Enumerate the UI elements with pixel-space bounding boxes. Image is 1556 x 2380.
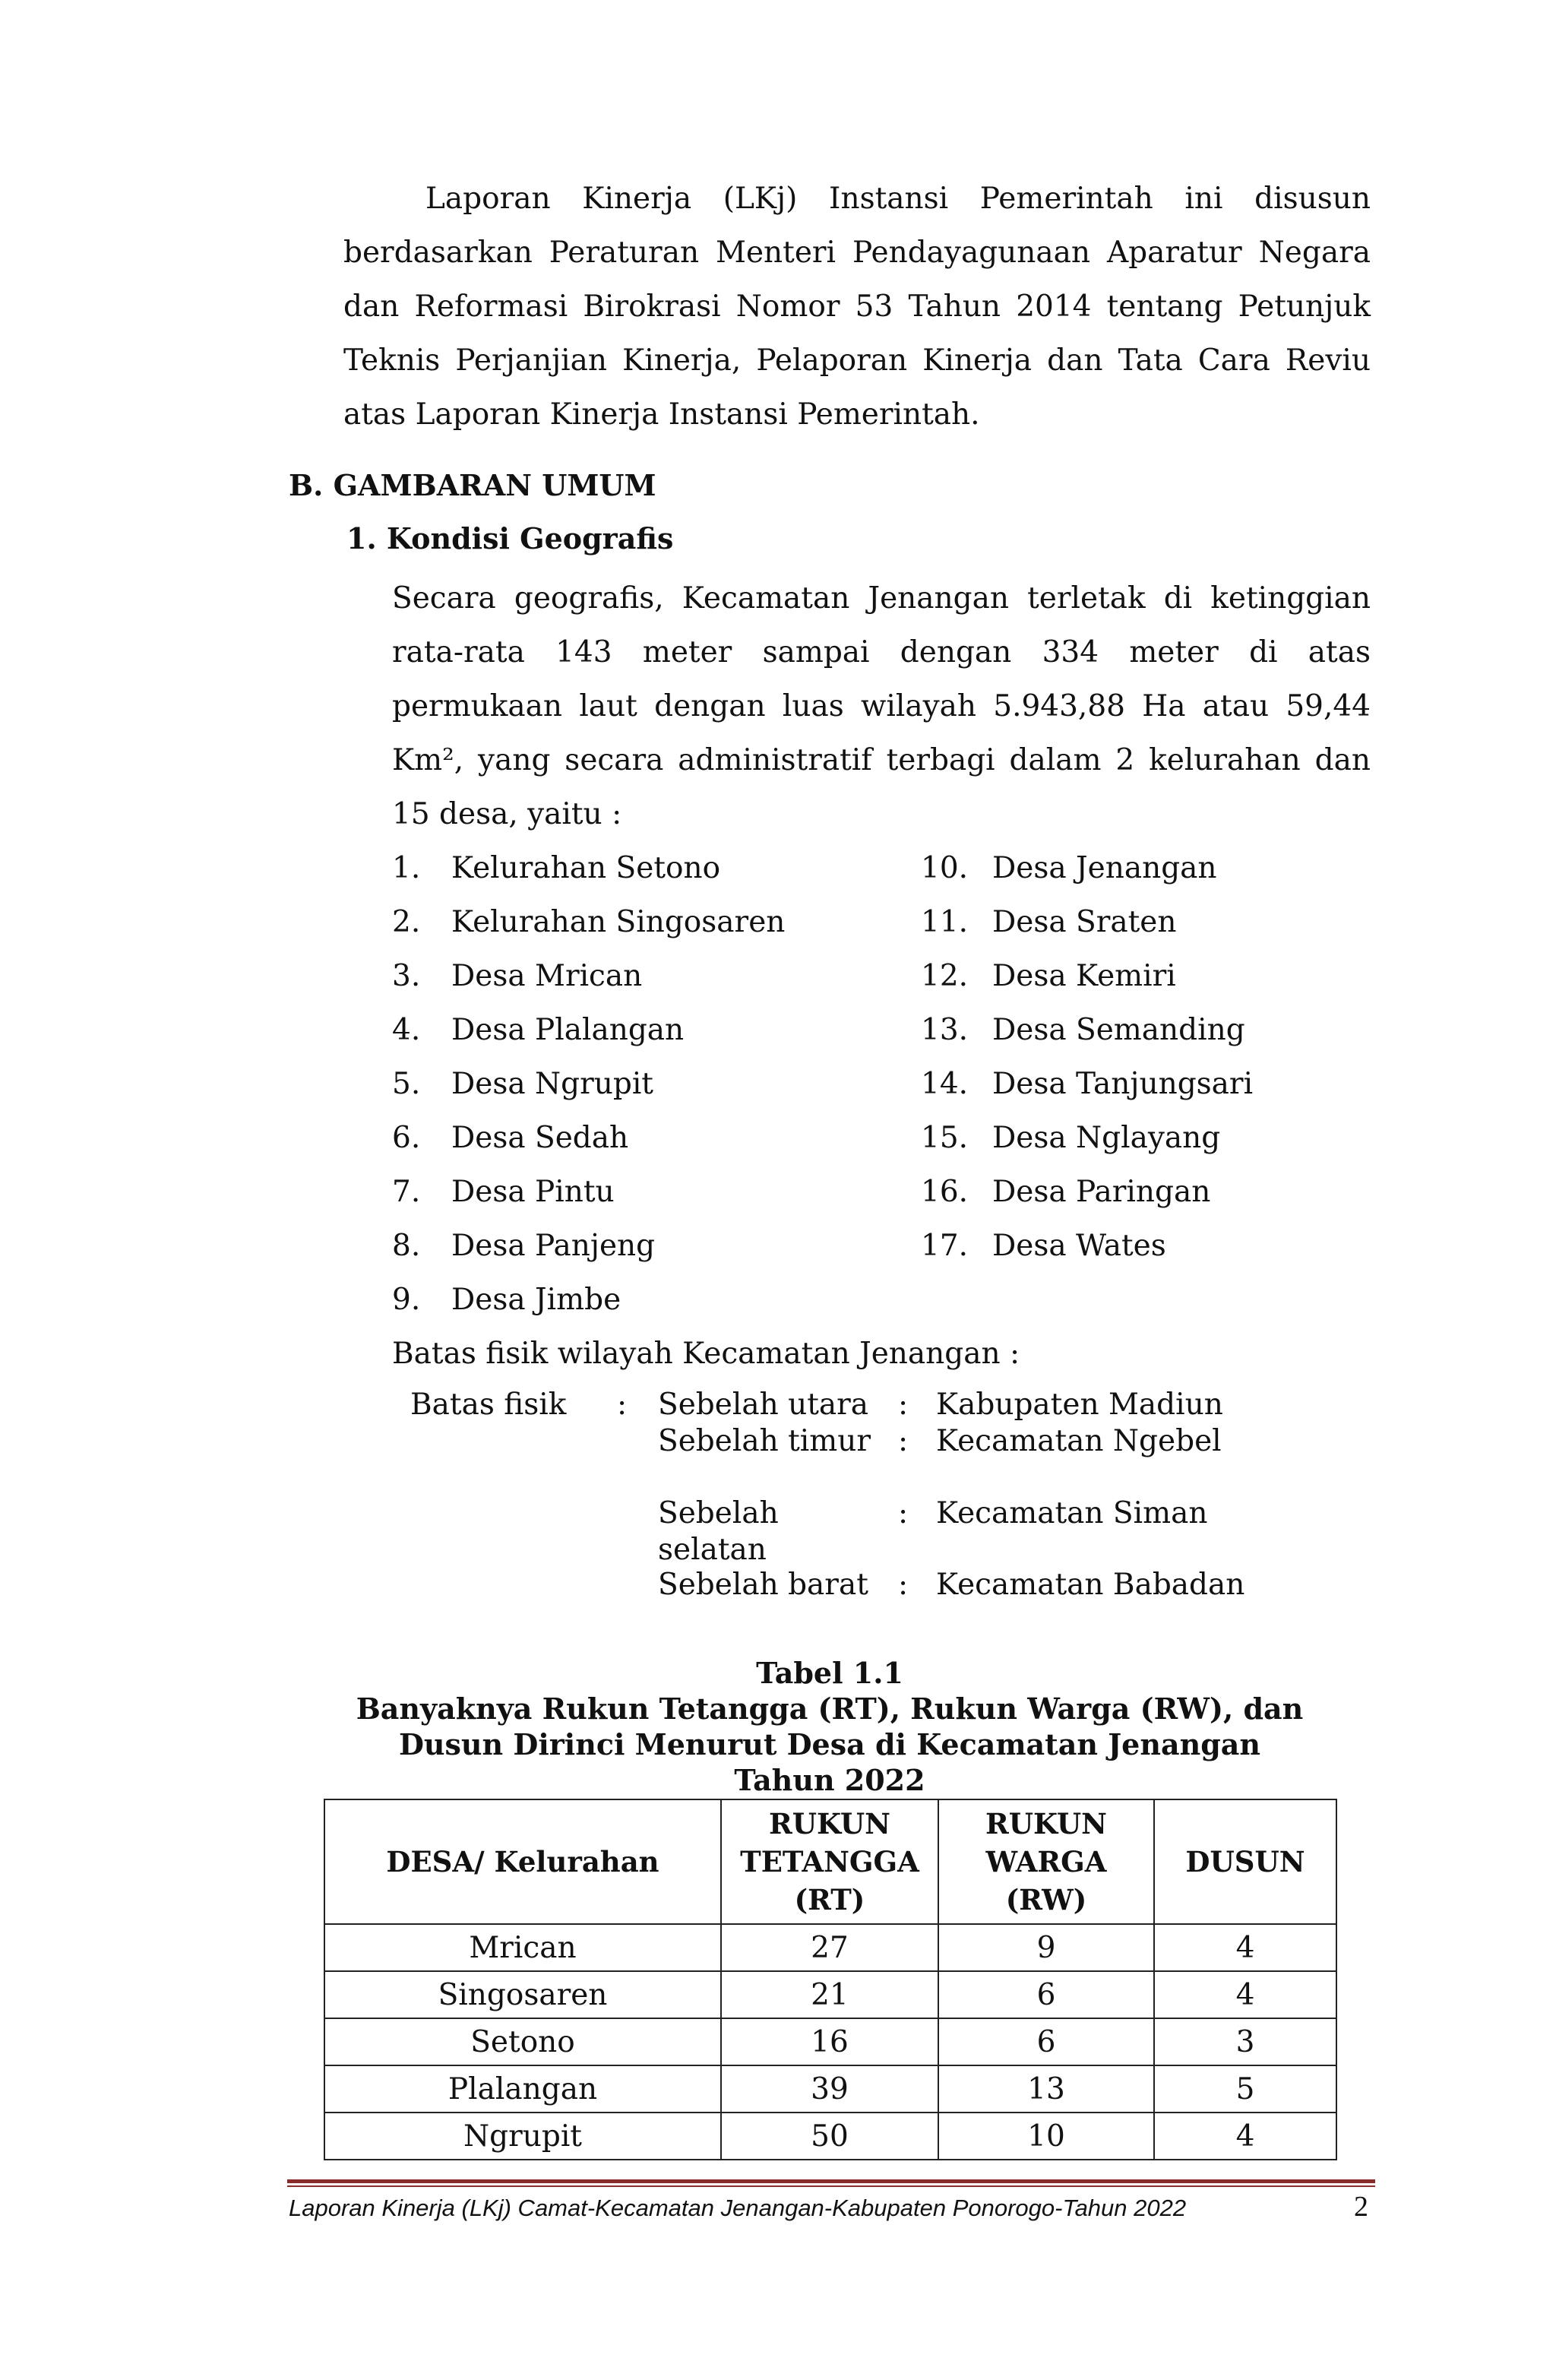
village-list-left [392, 841, 785, 1327]
cell-desa: Plalangan [324, 2065, 721, 2113]
boundary-colon: : [898, 1388, 909, 1422]
cell-rw: 6 [938, 1971, 1154, 2018]
list-item: 14. Desa Tanjungsari [921, 1067, 1254, 1101]
cell-dusun: 3 [1154, 2018, 1336, 2065]
boundary-side: Sebelah barat [658, 1568, 868, 1602]
intro-paragraph: Laporan Kinerja (LKj) Instansi Pemerintah ini disusun berdasarkan Peraturan Menteri Pendayagunaan Aparatur Negara dan Reformasi Birokrasi Nomor 53 Tahun 2014 tentang Petunjuk Teknis Perjanjian Kinerja, Pelaporan Kinerja dan Tata Cara Reviu atas Laporan Kinerja Instansi Pemerintah. [343, 182, 1371, 432]
footer-text: Laporan Kinerja (LKj) Camat-Kecamatan Jenangan-Kabupaten Ponorogo-Tahun 2022 [289, 2195, 1187, 2221]
table-row [324, 2065, 1336, 2113]
footer-rule-thin [287, 2185, 1375, 2187]
boundaries-label: Batas fisik [410, 1388, 567, 1422]
cell-desa: Ngrupit [324, 2113, 721, 2160]
cell-dusun: 4 [1154, 2113, 1336, 2160]
rt-rw-dusun-table [324, 1799, 1337, 2160]
cell-desa: Mrican [324, 1924, 721, 1971]
boundary-colon: : [898, 1424, 909, 1458]
cell-dusun: 5 [1154, 2065, 1336, 2113]
cell-rw: 13 [938, 2065, 1154, 2113]
list-item: 17. Desa Wates [921, 1229, 1166, 1263]
cell-desa: Setono [324, 2018, 721, 2065]
list-item: 15. Desa Nglayang [921, 1121, 1221, 1155]
page-number: 2 [1354, 2191, 1368, 2223]
list-item: 6. Desa Sedah [392, 1121, 629, 1155]
list-item: 1. Kelurahan Setono [392, 851, 721, 885]
boundary-side: Sebelah utara [658, 1388, 869, 1422]
list-item: 13. Desa Semanding [921, 1013, 1245, 1047]
boundary-side: Sebelah selatan [658, 1496, 779, 1567]
list-item: 4. Desa Plalangan [392, 1013, 685, 1047]
boundary-colon: : [898, 1496, 909, 1530]
table-caption [289, 1655, 1371, 1798]
list-item: 12. Desa Kemiri [921, 959, 1176, 993]
cell-rt: 50 [721, 2113, 938, 2160]
table-title-line: Dusun Dirinci Menurut Desa di Kecamatan Jenangan [398, 1727, 1261, 1761]
cell-rt: 21 [721, 1971, 938, 2018]
cell-rw: 10 [938, 2113, 1154, 2160]
table-title-line: Banyaknya Rukun Tetangga (RT), Rukun Warga (RW), dan [356, 1692, 1304, 1726]
list-item: 9. Desa Jimbe [392, 1283, 621, 1317]
boundaries-label-colon: : [617, 1388, 628, 1422]
boundary-value: Kecamatan Babadan [936, 1568, 1245, 1602]
table-number: Tabel 1.1 [756, 1656, 903, 1690]
boundary-value: Kecamatan Ngebel [936, 1424, 1222, 1458]
header-dusun: DUSUN [1154, 1799, 1336, 1924]
cell-rw: 9 [938, 1924, 1154, 1971]
list-item: 16. Desa Paringan [921, 1175, 1211, 1209]
village-list-right [921, 841, 1253, 1273]
boundary-colon: : [898, 1568, 909, 1602]
list-item: 7. Desa Pintu [392, 1175, 615, 1209]
table-title-line: Tahun 2022 [734, 1763, 925, 1797]
table-header-row [324, 1799, 1336, 1924]
cell-dusun: 4 [1154, 1971, 1336, 2018]
list-item: 5. Desa Ngrupit [392, 1067, 653, 1101]
cell-desa: Singosaren [324, 1971, 721, 2018]
list-item: 8. Desa Panjeng [392, 1229, 656, 1263]
cell-rt: 16 [721, 2018, 938, 2065]
cell-rt: 39 [721, 2065, 938, 2113]
footer-rule [287, 2179, 1375, 2183]
header-rt: RUKUN TETANGGA (RT) [721, 1799, 938, 1924]
list-item: 10. Desa Jenangan [921, 851, 1217, 885]
table-row [324, 1924, 1336, 1971]
cell-rw: 6 [938, 2018, 1154, 2065]
header-desa: DESA/ Kelurahan [324, 1799, 721, 1924]
table-row [324, 2018, 1336, 2065]
list-item: 11. Desa Sraten [921, 905, 1177, 939]
header-rw: RUKUN WARGA (RW) [938, 1799, 1154, 1924]
geography-paragraph: Secara geografis, Kecamatan Jenangan terletak di ketinggian rata-rata 143 meter sampai dengan 334 meter di atas permukaan laut dengan luas wilayah 5.943,88 Ha atau 59,44 Km², yang secara administratif terbagi dalam 2 kelurahan dan 15 desa, yaitu : [392, 581, 1371, 831]
boundary-side: Sebelah timur [658, 1424, 871, 1458]
table-row [324, 2113, 1336, 2160]
list-item: 3. Desa Mrican [392, 959, 643, 993]
boundary-value: Kecamatan Siman [936, 1496, 1208, 1530]
boundaries-title: Batas fisik wilayah Kecamatan Jenangan : [392, 1337, 1020, 1371]
subsection-heading: 1. Kondisi Geografis [346, 521, 674, 555]
section-heading: B. GAMBARAN UMUM [289, 468, 656, 502]
boundary-value: Kabupaten Madiun [936, 1388, 1223, 1422]
cell-rt: 27 [721, 1924, 938, 1971]
list-item: 2. Kelurahan Singosaren [392, 905, 786, 939]
table-row [324, 1971, 1336, 2018]
cell-dusun: 4 [1154, 1924, 1336, 1971]
